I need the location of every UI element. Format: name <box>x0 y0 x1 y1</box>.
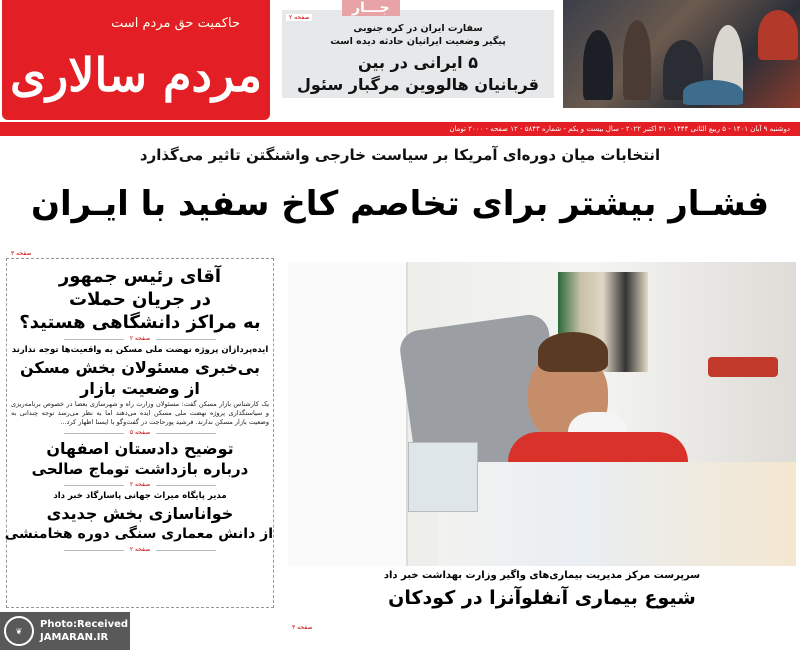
page-ref: صفحه ۲ <box>129 335 151 342</box>
story-headline: درباره بازداشت توماج صالحی <box>31 460 249 478</box>
halloween-crowd-photo <box>563 0 800 108</box>
story-headline: توضیح دادستان اصفهان <box>46 439 234 458</box>
page-ref: صفحه ۵ <box>129 429 151 436</box>
story-headline: خواناسازی بخش جدیدی <box>46 504 234 523</box>
page-ref: صفحه ۲ <box>286 14 312 21</box>
story-headline: به مراکز دانشگاهی هستید؟ <box>19 312 261 333</box>
page-ref: صفحه ۲ <box>129 546 151 553</box>
story-kicker: مدیر پایگاه میراث جهانی پاسارگاد خبر داد <box>53 491 227 501</box>
jamaran-logo: ❦ <box>4 616 34 646</box>
page-ref: صفحه ۳ <box>292 624 313 631</box>
sick-child-photo <box>288 262 796 566</box>
story-housing[interactable] <box>7 344 273 428</box>
photo-credit: Photo:Received <box>40 619 129 630</box>
story-isfahan[interactable] <box>7 438 273 480</box>
page-ref: صفحه ۲ <box>129 481 151 488</box>
photo-story-headline: شیوع بیماری آنفلوآنزا در کودکان <box>388 587 696 609</box>
teaser-sub: سفارت ایران در کره جنوبی <box>353 23 483 34</box>
main-surtitle: انتخابات میان دوره‌ای آمریکا بر سیاست خارجی واشنگتن تاثیر می‌گذارد <box>139 146 661 164</box>
photo-credit-watermark <box>0 612 130 650</box>
story-pasargad[interactable] <box>4 490 273 545</box>
story-headline: از دانش معماری سنگی دوره هخامنشی <box>4 526 273 542</box>
story-president[interactable] <box>7 265 273 334</box>
story-kicker: ایده‌پردازان پروژه نهضت ملی مسکن به واقعیت‌ها توجه ندارند <box>11 345 269 355</box>
teaser-headline: قربانیان هالووین مرگبار سئول <box>297 75 539 94</box>
story-headline: از وضعیت بازار <box>80 379 200 398</box>
masthead <box>2 0 270 120</box>
story-body: یک کارشناس بازار مسکن گفت: مسئولان وزارت راه و شهرسازی بعضا در خصوص برنامه‌ریزی و سیاستگذاری پروژه نهضت ملی مسکن ایده می‌دهند اما به نظر می‌رسد توجه چندانی به وضعیت بازار مسکن ندارند. فرشید پورحاجت در گفت‌وگو با ایسنا اظهار کرد... <box>11 400 269 426</box>
story-headline: بی‌خبری مسئولان بخش مسکن <box>20 358 260 377</box>
story-headline: آقای رئیس جمهور <box>58 266 222 287</box>
main-headline[interactable]: فشـار بیشتر برای تخاصم کاخ سفید با ایـران <box>30 184 770 224</box>
photo-story[interactable] <box>288 570 796 631</box>
story-headline: در جریان حملات <box>69 289 211 310</box>
photo-story-kicker: سرپرست مرکز مدیریت بیماری‌های واگیر وزارت بهداشت خبر داد <box>383 570 701 581</box>
watermark-site: JAMARAN.IR <box>40 632 109 643</box>
teaser-sub: پیگیر وضعیت ایرانیان حادثه دیده است <box>330 36 506 47</box>
masthead-slogan: حاکمیت حق مردم است <box>111 16 240 31</box>
top-teaser[interactable] <box>282 0 554 98</box>
newspaper-logo: مردم سالاری <box>9 48 262 102</box>
teaser-headline: ۵ ایرانی در بین <box>358 53 478 72</box>
page-ref: صفحه ۳ <box>11 250 32 257</box>
left-column <box>4 250 274 608</box>
teaser-kicker: جـــار <box>342 0 400 16</box>
dateline: دوشنبه ۹ آبان ۱۴۰۱ - ۵ ربیع الثانی ۱۴۴۴ - ۳۱ اکتبر ۲۰۲۲ - سال بیست و یکم - شماره ۵۸۴۳ - ۱۲ صفحه - ۲۰۰۰ تومان <box>0 122 800 136</box>
